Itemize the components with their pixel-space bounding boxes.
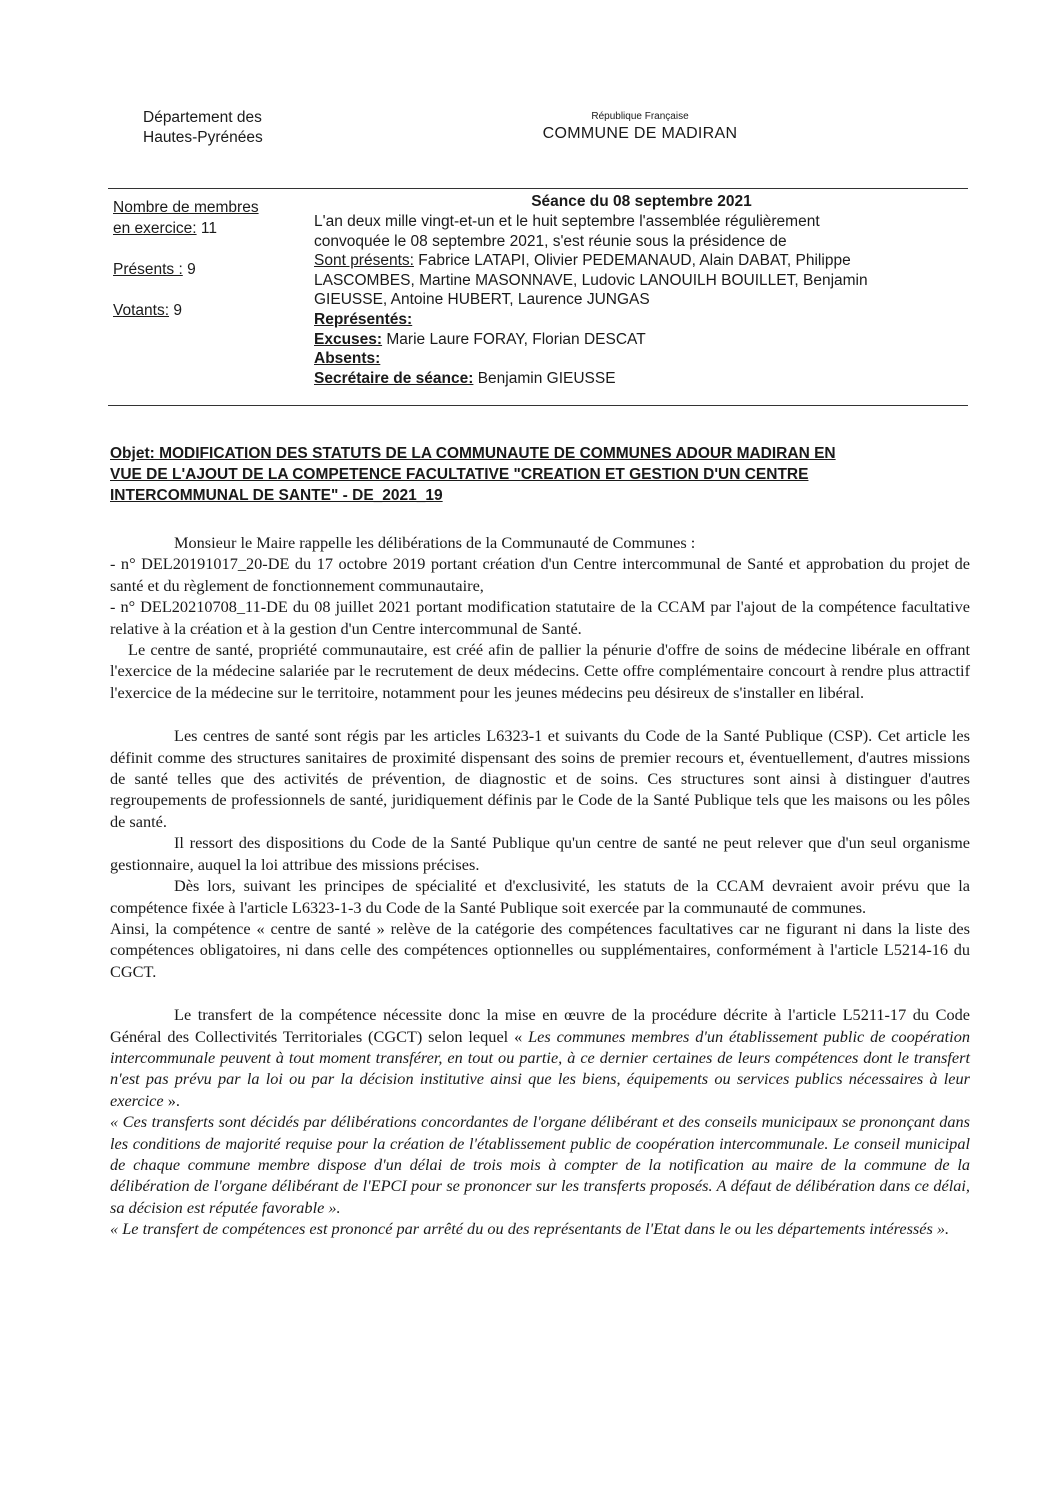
absents-label: Absents: <box>314 350 381 368</box>
objet-line1: Objet: MODIFICATION DES STATUTS DE LA COMMUNAUTE DE COMMUNES ADOUR MADIRAN EN <box>110 445 836 462</box>
secretaire-value: Benjamin GIEUSSE <box>477 369 616 387</box>
present-row <box>113 261 196 279</box>
paragraph-facultative: Ainsi, la compétence « centre de santé » relève de la catégorie des compétences facultatives car ne figurant ni dans la liste des compétences obligatoires, ni dans celle des compétences optionnelles ou supplémentaires, conformément à l'article L5214-16 du CGCT. <box>110 918 970 981</box>
present-value: 9 <box>187 261 196 278</box>
members-label: Nombre de membres <box>113 199 259 216</box>
divider-bottom <box>108 405 968 406</box>
presents-names1: Fabrice LATAPI, Olivier PEDEMANAUD, Alain DABAT, Philippe <box>418 252 851 270</box>
seance-block <box>314 192 969 388</box>
paragraph-del-2021: - n° DEL20210708_11-DE du 08 juillet 2021 portant modification statutaire de la CCAM par l'ajout de la compétence facultative relative à la création et à la gestion d'un Centre intercommunal de Santé. <box>110 597 970 638</box>
votants-label: Votants: <box>113 302 170 319</box>
absents-line <box>314 349 969 369</box>
objet-line2: VUE DE L'AJOUT DE LA COMPETENCE FACULTATIVE "CREATION ET GESTION D'UN CENTRE <box>110 466 809 483</box>
paragraph-csp: Les centres de santé sont régis par les articles L6323-1 et suivants du Code de la Santé Publique (CSP). Cet article les définit comme des structures sanitaires de proximité dispensant des soins de premier recours et, éventuellement, d'autres missions de santé telles que des activités de prévention, de diagnostic et de soins. Ces structures sont ainsi à distinguer d'autres regroupements de professionnels de santé, juridiquement définis par le Code de la Santé Publique tels que les maisons ou les pôles de santé. <box>110 726 970 831</box>
intro-line2: convoquée le 08 septembre 2021, s'est réunie sous la présidence de <box>314 232 787 250</box>
presents-label: Sont présents: <box>314 252 414 270</box>
paragraph-arrete: « Le transfert de compétences est prononcé par arrêté du ou des représentants de l'Etat dans le ou les départements intéressés ». <box>110 1219 950 1239</box>
excuses-value: Marie Laure FORAY, Florian DESCAT <box>386 330 646 348</box>
members-label-row <box>113 199 259 217</box>
votants-value: 9 <box>173 302 182 319</box>
seance-title: Séance du 08 septembre 2021 <box>531 193 752 210</box>
present-label: Présents : <box>113 261 183 278</box>
secretaire-line <box>314 369 969 389</box>
transfert-lead: Le transfert de la compétence nécessite donc la mise en œuvre de la procédure décrite à l'article L5211-17 du Code Général des Collectivités Territoriales (CGCT) selon lequel « <box>110 1005 970 1046</box>
republic-label: République Française <box>591 111 689 122</box>
deliberation-body <box>110 532 970 1240</box>
paragraph-del-2019: - n° DEL20191017_20-DE du 17 octobre 2019 portant création d'un Centre intercommunal de Santé et approbation du projet de santé et du règlement de fonctionnement communautaire, <box>110 554 970 595</box>
votants-row <box>113 302 182 320</box>
paragraph-centre-sante: Le centre de santé, propriété communautaire, est créé afin de pallier la pénurie d'offre de soins de médecine libérale en offrant l'exercice de la médecine salariée par le recrutement de deux médecins. Cette offre complémentaire concourt à rendre plus attractif l'exercice de la médecine sur le territoire, notamment pour les jeunes médecins peu désireux de s'installer en libéral. <box>110 640 970 702</box>
transfert-end: ». <box>167 1090 180 1110</box>
secretaire-label: Secrétaire de séance: <box>314 369 474 387</box>
objet-line3: INTERCOMMUNAL DE SANTE" - DE_2021_19 <box>110 487 443 504</box>
presents-line1 <box>314 251 969 271</box>
intro-line1: L'an deux mille vingt-et-un et le huit septembre l'assemblée régulièrement <box>314 213 820 230</box>
exercise-value: 11 <box>200 220 217 237</box>
exercise-label: en exercice: <box>113 220 197 237</box>
exercise-row <box>113 220 217 238</box>
paragraph-specialite: Dès lors, suivant les principes de spécialité et d'exclusivité, les statuts de la CCAM devraient avoir prévu que la compétence fixée à l'article L6323-1-3 du Code de la Santé Publique soit exercée par la communauté de communes. <box>110 876 970 917</box>
representes-label: Représentés: <box>314 310 413 328</box>
presents-line2: LASCOMBES, Martine MASONNAVE, Ludovic LANOUILH BOUILLET, Benjamin <box>314 271 868 289</box>
transfert-quote: Les communes membres d'un établissement public de coopération intercommunale peuvent à tout moment transférer, en tout ou partie, à ce dernier certaines de leurs compétences dont le transfert n'est pas prévu par la loi ou par la décision institutive ainsi que les biens, équipements ou services publics nécessaires à leur exercice <box>110 1026 970 1110</box>
department-line2: Hautes-Pyrénées <box>143 129 263 146</box>
excuses-line <box>314 330 969 350</box>
divider-top <box>108 188 968 189</box>
excuses-label: Excuses: <box>314 330 383 348</box>
commune-name: COMMUNE DE MADIRAN <box>542 125 738 142</box>
paragraph-deliberations: « Ces transferts sont décidés par délibérations concordantes de l'organe délibérant et des conseils municipaux se prononçant dans les conditions de majorité requise pour la création de l'établissement public de coopération intercommunale. Le conseil municipal de chaque commune membre dispose d'un délai de trois mois à compter de la notification au maire de la commune de la délibération de l'organe délibérant de l'EPCI pour se prononcer sur les transferts proposés. A défaut de délibération dans ce délai, sa décision est réputée favorable ». <box>110 1112 970 1217</box>
commune-header <box>520 110 760 144</box>
objet-heading <box>110 443 970 506</box>
paragraph-organisme: Il ressort des dispositions du Code de la Santé Publique qu'un centre de santé ne peut relever que d'un seul organisme gestionnaire, auquel la loi attribue des missions précises. <box>110 833 970 874</box>
department-line1: Département des <box>143 109 262 126</box>
paragraph-rappel: Monsieur le Maire rappelle les délibérations de la Communauté de Communes : <box>174 533 696 552</box>
representes-line <box>314 310 969 330</box>
paragraph-transfert <box>110 1004 970 1111</box>
department-header <box>143 108 263 148</box>
presents-line3: GIEUSSE, Antoine HUBERT, Laurence JUNGAS <box>314 291 650 309</box>
